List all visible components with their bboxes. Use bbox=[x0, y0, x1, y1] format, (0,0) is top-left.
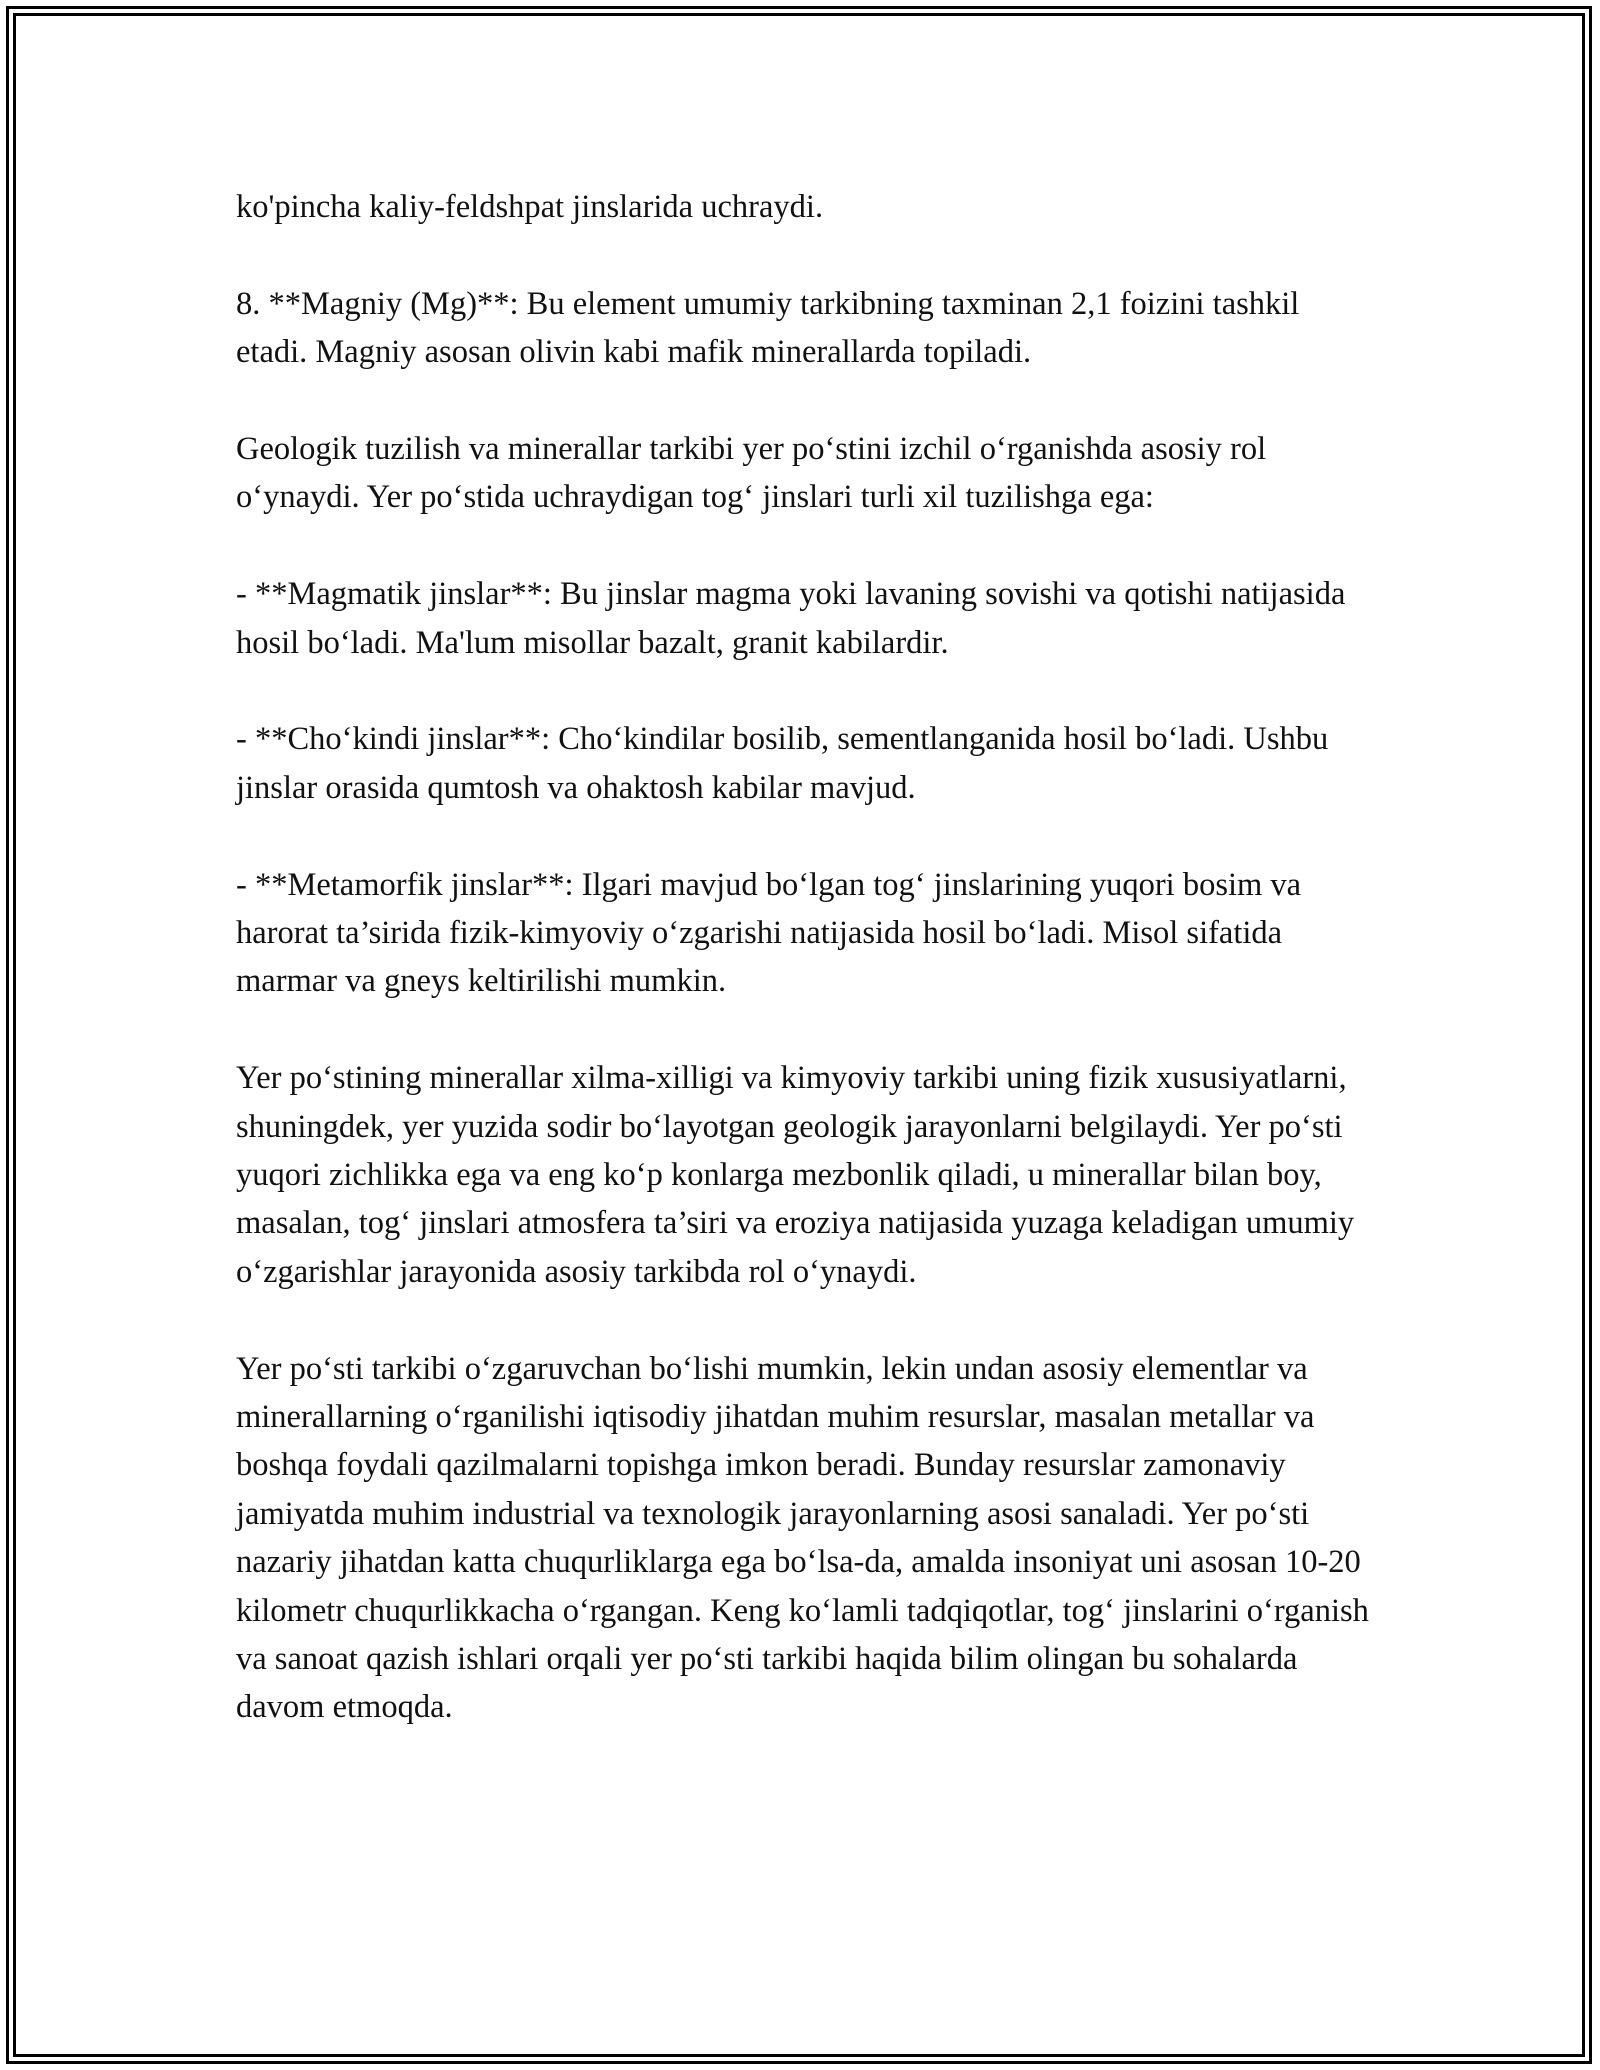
paragraph-magnesium: 8. **Magniy (Mg)**: Bu element umumiy tarkibning taxminan 2,1 foizini tashkil etadi. Magniy asosan olivin kabi mafik minerallarda topiladi. bbox=[236, 285, 1300, 371]
list-item-sedimentary-rocks: - **Cho‘kindi jinslar**: Cho‘kindilar bosilib, sementlanganida hosil bo‘ladi. Ushbu jinslar orasida qumtosh va ohaktosh kabilar mavjud. bbox=[236, 721, 1329, 806]
list-item-metamorphic-rocks: - **Metamorfik jinslar**: Ilgari mavjud bo‘lgan tog‘ jinslarining yuqori bosim va harorat ta’sirida fizik-kimyoviy o‘zgarishi natijasida hosil bo‘ladi. Misol sifatida marmar va gneys keltirilishi mumkin. bbox=[236, 866, 1302, 1000]
list-item-magmatic-rocks: - **Magmatik jinslar**: Bu jinslar magma yoki lavaning sovishi va qotishi natijasida hosil bo‘ladi. Ma'lum misollar bazalt, granit kabilardir. bbox=[236, 576, 1346, 661]
paragraph-continuation: ko'pincha kaliy-feldshpat jinslarida uchraydi. bbox=[236, 189, 824, 225]
document-body bbox=[236, 183, 1376, 1780]
paragraph-geologic-structure: Geologik tuzilish va minerallar tarkibi yer po‘stini izchil o‘rganishda asosiy rol o‘ynaydi. Yer po‘stida uchraydigan tog‘ jinslari turli xil tuzilishga ega: bbox=[236, 431, 1267, 516]
paragraph-crust-composition: Yer po‘sti tarkibi o‘zgaruvchan bo‘lishi mumkin, lekin undan asosiy elementlar va minerallarning o‘rganilishi iqtisodiy jihatdan muhim resurslar, masalan metallar va boshqa foydali qazilmalarni topishga imkon beradi. Bunday resurslar zamonaviy jamiyatda muhim industrial va texnologik jarayonlarning asosi sanaladi. Yer po‘sti nazariy jihatdan katta chuqurliklarga ega bo‘lsa-da, amalda insoniyat uni asosan 10-20 kilometr chuqurlikkacha o‘rgangan. Keng ko‘lamli tadqiqotlar, tog‘ jinslarini o‘rganish va sanoat qazish ishlari orqali yer po‘sti tarkibi haqida bilim olingan bu sohalarda davom etmoqda. bbox=[236, 1350, 1369, 1726]
paragraph-mineral-diversity: Yer po‘stining minerallar xilma-xilligi va kimyoviy tarkibi uning fizik xususiyatlarni, shuningdek, yer yuzida sodir bo‘layotgan geologik jarayonlarni belgilaydi. Yer po‘sti yuqori zichlikka ega va eng ko‘p konlarga mezbonlik qiladi, u minerallar bilan boy, masalan, tog‘ jinslari atmosfera ta’siri va eroziya natijasida yuzaga keladigan umumiy o‘zgarishlar jarayonida asosiy tarkibda rol o‘ynaydi. bbox=[236, 1060, 1355, 1290]
